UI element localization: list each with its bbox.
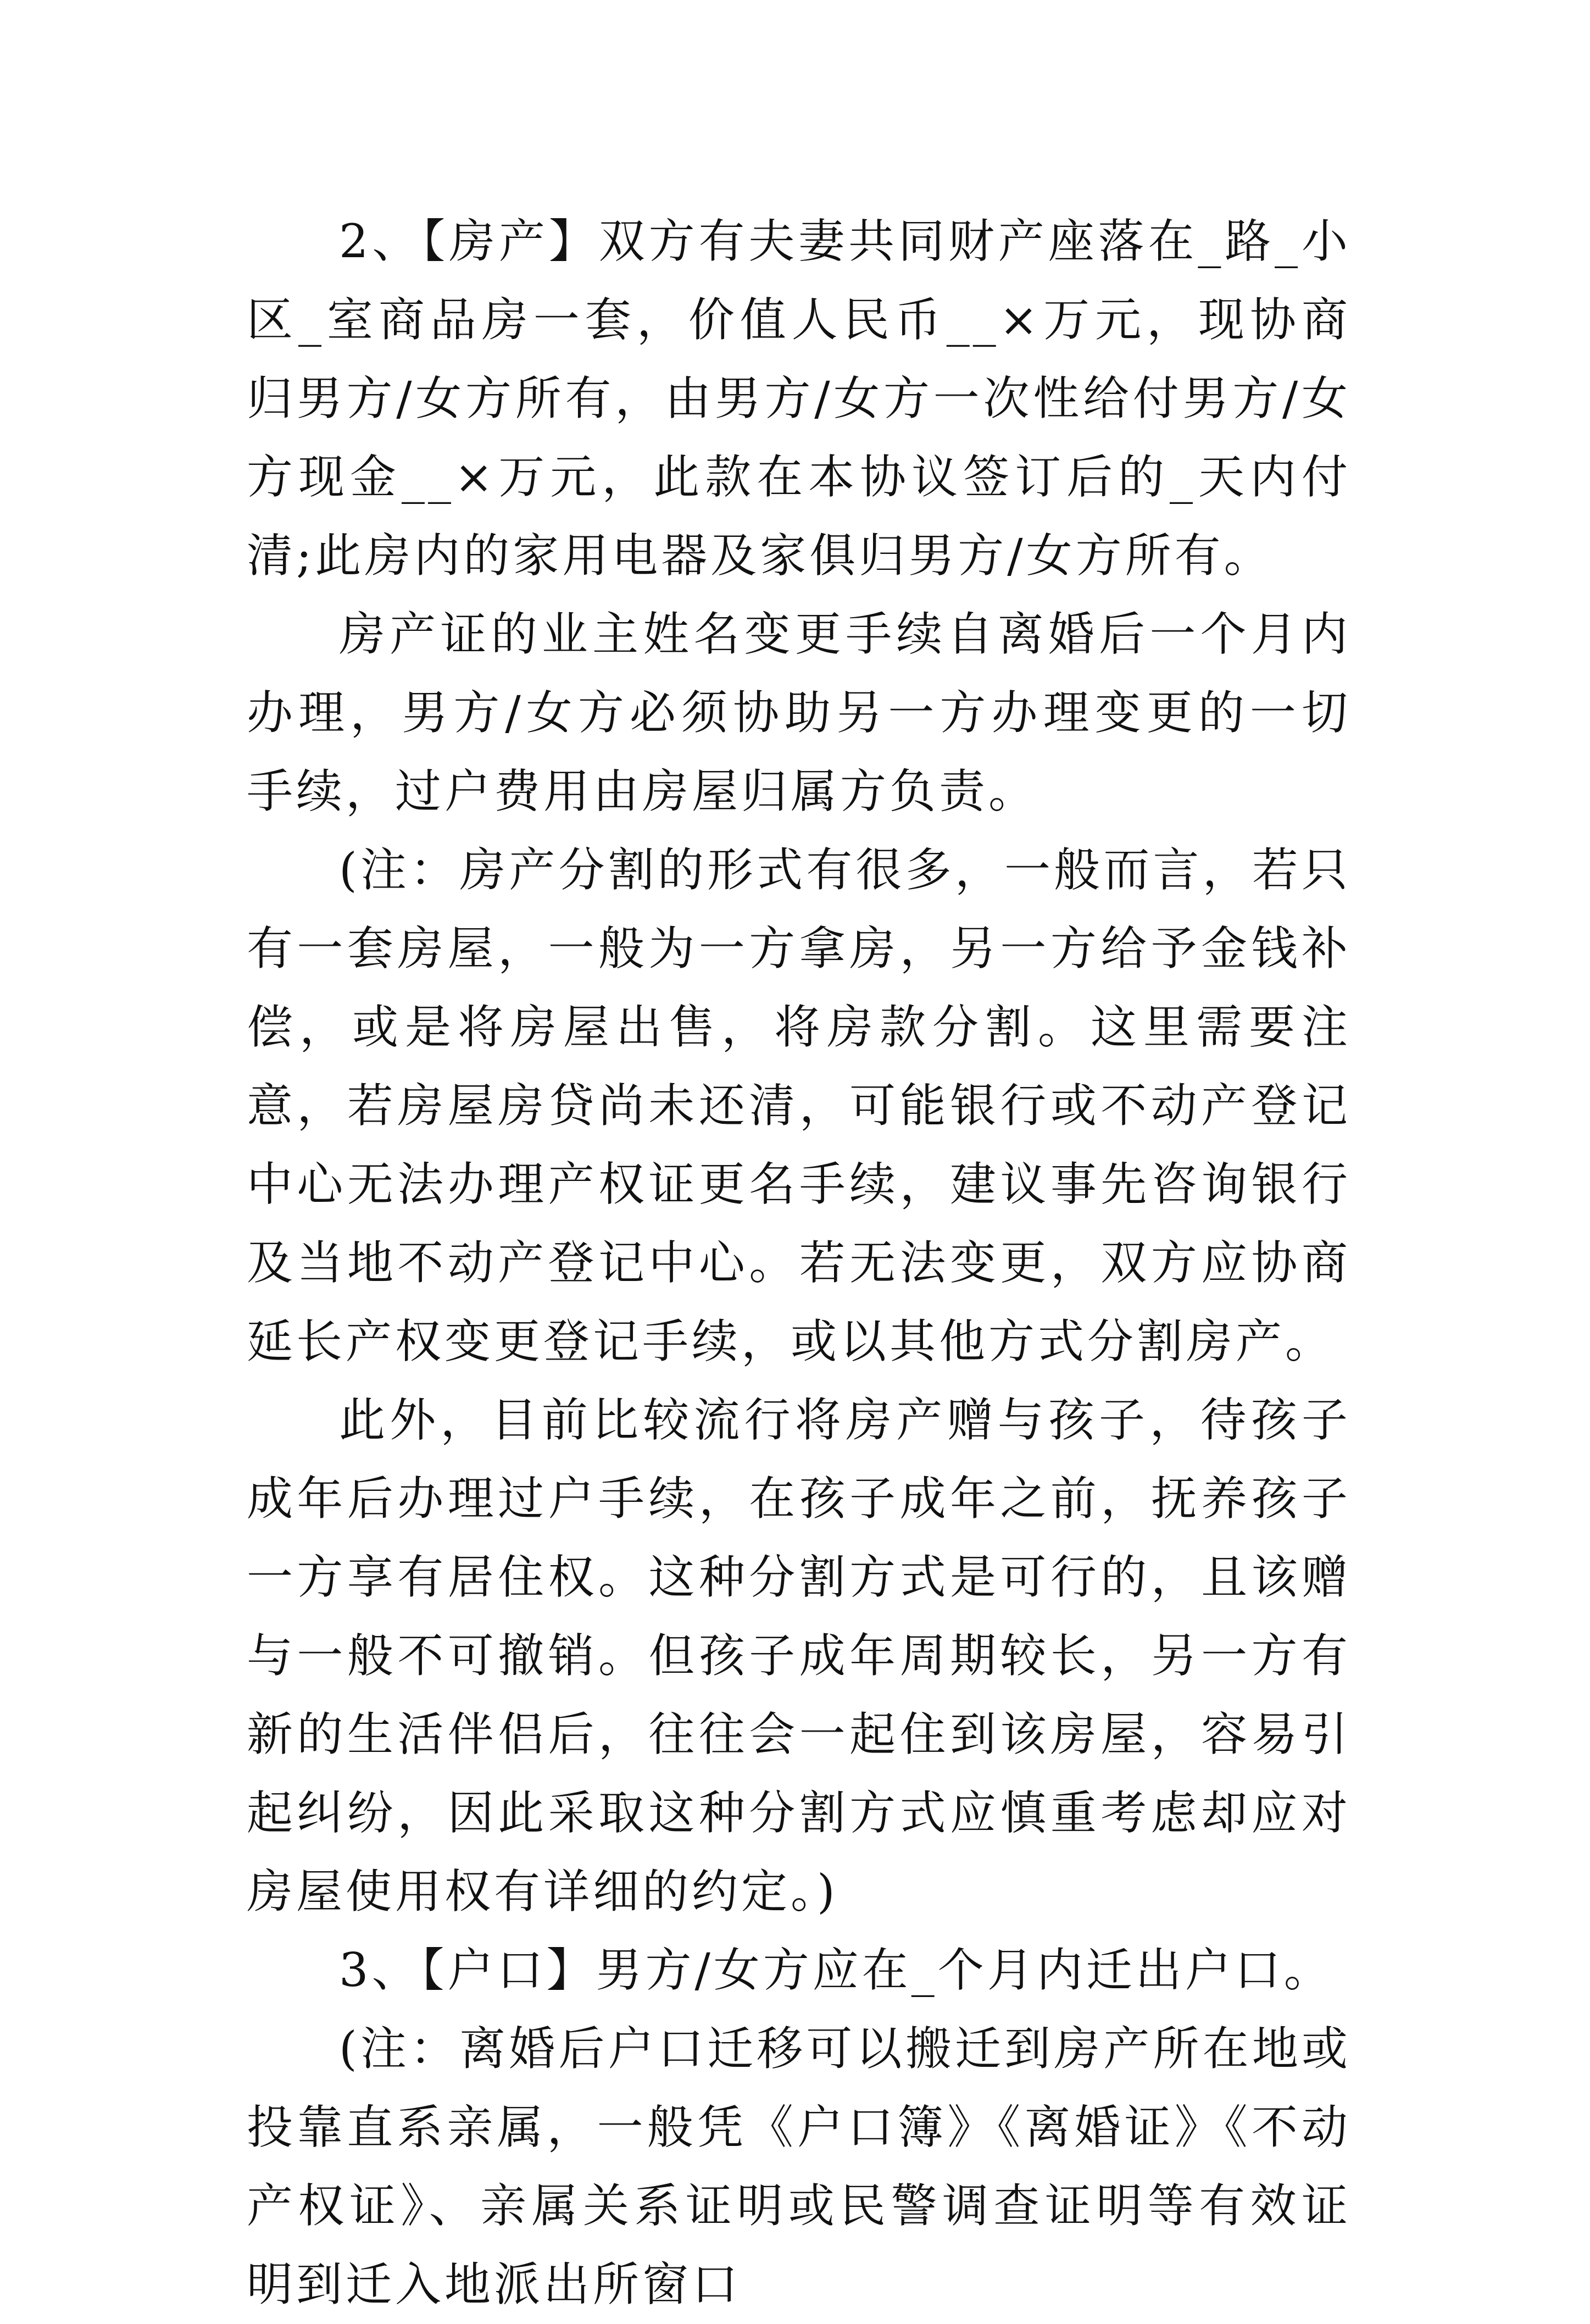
paragraph-property-note: (注：房产分割的形式有很多，一般而言，若只有一套房屋，一般为一方拿房，另一方给予金钱补偿，或是将房屋出售，将房款分割。这里需要注意，若房屋房贷尚未还清，可能银行或不动产登记中心无法办理产权证更名手续，建议事先咨询银行及当地不动产登记中心。若无法变更，双方应协商延长产权变更登记手续，或以其他方式分割房产。 — [247, 843, 1351, 1368]
paragraph-title-transfer: 房产证的业主姓名变更手续自离婚后一个月内办理，男方/女方必须协助另一方办理变更的一切手续，过户费用由房屋归属方负责。 — [247, 607, 1351, 818]
paragraph-gift-to-child: 此外，目前比较流行将房产赠与孩子，待孩子成年后办理过户手续，在孩子成年之前，抚养孩子一方享有居住权。这种分割方式是可行的，且该赠与一般不可撤销。但孩子成年周期较长，另一方有新的生活伴侣后，往往会一起住到该房屋，容易引起纠纷，因此采取这种分割方式应慎重考虑却应对房屋使用权有详细的约定。) — [247, 1393, 1351, 1918]
paragraph-household-note: (注：离婚后户口迁移可以搬迁到房产所在地或投靠直系亲属，一般凭《户口簿》《离婚证》《不动产权证》、亲属关系证明或民警调查证明等有效证明到迁入地派出所窗口 — [247, 2022, 1351, 2311]
document-body — [247, 202, 1351, 2324]
paragraph-household-registration: 3、【户口】男方/女方应在_个月内迁出户口。 — [339, 1943, 1333, 1997]
paragraph-property: 2、【房产】双方有夫妻共同财产座落在_路_小区_室商品房一套，价值人民币__×万元，现协商归男方/女方所有，由男方/女方一次性给付男方/女方现金__×万元，此款在本协议签订后的_天内付清;此房内的家用电器及家俱归男方/女方所有。 — [247, 214, 1351, 583]
